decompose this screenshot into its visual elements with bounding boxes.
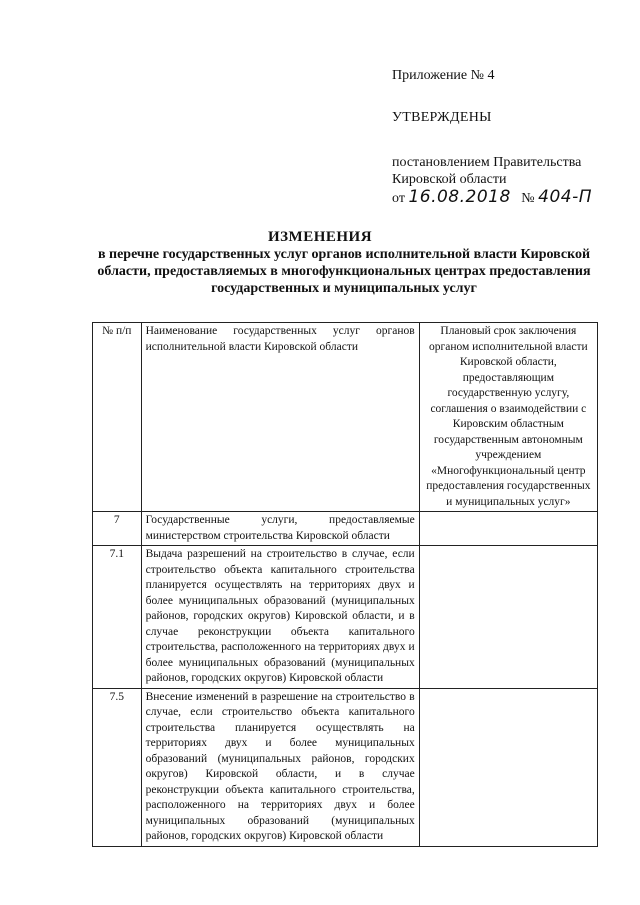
table-row [93,688,598,846]
header-name: Наименование государственных услуг органов исполнительной власти Кировской области [141,323,419,512]
row-num: 7 [93,512,142,546]
appendix-label: Приложение № 4 [392,68,495,83]
number-prefix: № [521,191,535,206]
table-header-row [93,323,598,512]
row-num: 7.5 [93,688,142,846]
handwritten-date: 16.08.2018 [408,187,511,207]
row-name: Внесение изменений в разрешение на строительство в случае, если строительство объекта капитального строительства планируется осуществлять на территориях двух и более муниципальных образований (муниципальных районов, городских округов) Кировской области, и в случае реконструкции объекта капитального строительства, расположенного на территориях двух и более муниципальных образований (муниципальных районов, городских округов) Кировской области [141,688,419,846]
header-num: № п/п [93,323,142,512]
date-prefix: от [392,191,405,206]
row-term [419,546,597,689]
table-row [93,512,598,546]
approved-label: УТВЕРЖДЕНЫ [392,110,492,125]
row-name: Государственные услуги, предоставляемые министерством строительства Кировской области [141,512,419,546]
date-number-line [392,189,592,207]
row-term [419,688,597,846]
row-term [419,512,597,546]
services-table [92,322,598,847]
header-term: Плановый срок заключения органом исполнительной власти Кировской области, предоставляющим государственную услугу, соглашения о взаимодействии с Кировским областным государственным автономным учреждением «Многофункциональный центр предоставления государственных и муниципальных услуг» [419,323,597,512]
document-title: ИЗМЕНЕНИЯ [267,229,373,245]
row-num: 7.1 [93,546,142,689]
region-line: Кировской области [392,172,507,187]
document-subtitle: в перечне государственных услуг органов исполнительной власти Кировской области, предоставляемых в многофункциональных центрах предоставления государственных и муниципальных услуг [97,247,591,296]
handwritten-number: 404-П [538,187,593,207]
row-name: Выдача разрешений на строительство в случае, если строительство объекта капитального строительства планируется осуществлять на территориях двух и более муниципальных образований (муниципальных районов, городских округов) Кировской области, и в случае реконструкции объекта капитального строительства, расположенного на территориях двух и более муниципальных образований (муниципальных районов, городских округов) Кировской области [141,546,419,689]
table-row [93,546,598,689]
resolution-line: постановлением Правительства [392,155,582,170]
